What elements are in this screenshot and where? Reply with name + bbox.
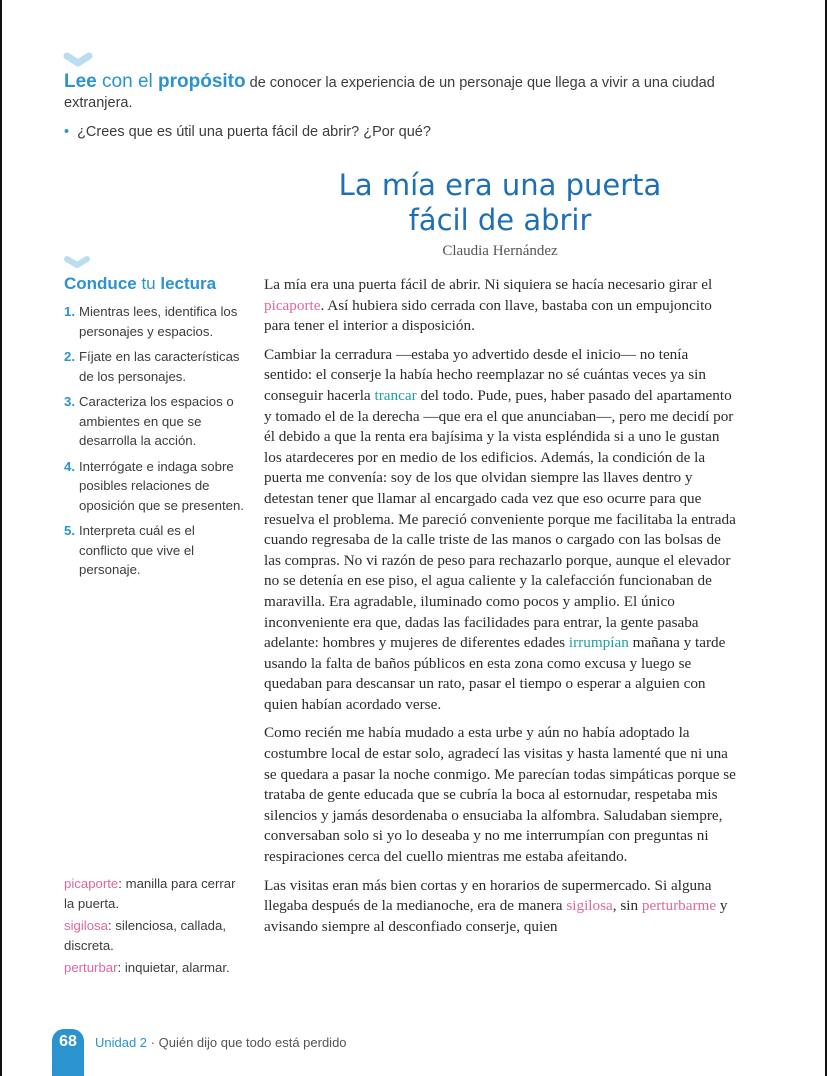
reading-step — [64, 521, 244, 580]
glossary-term: perturbar — [64, 960, 118, 975]
glossary-term: sigilosa — [64, 918, 108, 933]
story-title — [300, 168, 700, 238]
step-number: 1. — [64, 304, 75, 319]
page-border-left — [0, 0, 2, 1076]
conduce-heading — [64, 274, 216, 294]
step-number: 3. — [64, 394, 75, 409]
conduce-heading-b: tu — [136, 274, 161, 293]
text-span: La mía era una puerta fácil de abrir. Ni siquiera se hacía necesario girar el — [264, 276, 713, 293]
highlight-term-irrumpian: irrumpían — [568, 634, 629, 652]
step-text: Mientras lees, identifica los personajes y espacios. — [79, 304, 238, 339]
chevron-down-icon — [63, 52, 93, 68]
reading-purpose — [64, 72, 724, 113]
glossary-term-perturbarme: perturbarme — [641, 897, 717, 915]
highlight-term-trancar: trancar — [374, 386, 417, 404]
story-title-line-1: La mía era una puerta — [338, 168, 662, 202]
footer-running-head — [95, 1035, 347, 1050]
glossary-entry — [64, 958, 244, 978]
glossary-definition: : manilla para cerrar la puerta. — [64, 876, 236, 911]
footer-separator: · — [147, 1035, 159, 1050]
step-text: Fíjate en las características de los personajes. — [79, 349, 240, 384]
glossary — [64, 874, 244, 981]
pre-reading-question — [64, 124, 431, 140]
bullet-icon: • — [64, 124, 70, 140]
text-span: del todo. Pude, pues, haber pasado del apartamento y tomado el de la derecha —que era el que anunciaban—, pero me decidí por él debido a que la renta era bajísima y la vista espléndida si a uno le gustan los atardeceres por en medio de los edificios. Además, la condición de la puerta me convenía: soy de los que olvidan siempre las llaves dentro y detestan tener que llamar al encargado cada vez que eso ocurre para que resuelva el problema. Me pareció conveniente porque me facilitaba la entrada cuando regresaba de la calle triste de las manos o cargado con las bolsas de las compras. No vi razón de peso para rechazarlo porque, aunque el elevador no se detenía en ese piso, el agua caliente y la calefacción funcionaban de maravilla. Era agradable, iluminado como pocos y amplio. El único inconveniente era que, dadas las facilidades para entrar, la gente pasaba adelante: hombres y mujeres de diferentes edades — [264, 386, 736, 652]
reading-step — [64, 302, 244, 341]
chevron-down-icon — [63, 256, 91, 270]
purpose-text: de conocer la experiencia de un personaje que llega a vivir a una ciudad extranjera. — [64, 75, 715, 111]
text-span: . Así hubiera sido cerrada con llave, bastaba con un empujoncito para tener el interior a disposición. — [264, 296, 712, 335]
glossary-term-sigilosa: sigilosa — [566, 897, 613, 915]
story-paragraph — [264, 345, 736, 716]
glossary-term: picaporte — [64, 876, 119, 891]
text-span: mañana y tarde usando la falta de baños públicos en esta zona como excusa y luego se quedaban para descansar un rato, pasar el tiempo o esperar a alguien con quien habían acordado verse. — [264, 634, 726, 713]
text-span: , sin — [612, 897, 642, 915]
reading-step — [64, 392, 244, 451]
purpose-proposito: propósito — [158, 71, 246, 92]
step-text: Interpreta cuál es el conflicto que vive el personaje. — [79, 523, 195, 577]
story-body — [264, 275, 736, 945]
story-paragraph — [264, 876, 736, 938]
step-number: 5. — [64, 523, 75, 538]
glossary-entry — [64, 874, 244, 913]
text-span: Las visitas eran más bien cortas y en horarios de supermercado. Si alguna llegaba después de la medianoche, era de manera — [264, 876, 712, 915]
purpose-lee: Lee — [64, 71, 97, 92]
footer-unit-title: Quién dijo que todo está perdido — [158, 1035, 347, 1050]
reading-steps-list — [64, 302, 244, 586]
conduce-heading-a: Conduce — [64, 274, 137, 293]
step-text: Interrógate e indaga sobre posibles relaciones de oposición que se presenten. — [79, 458, 244, 513]
conduce-heading-c: lectura — [160, 274, 217, 293]
glossary-entry — [64, 916, 244, 955]
reading-step — [64, 347, 244, 386]
story-title-line-2: fácil de abrir — [408, 203, 592, 237]
step-number: 4. — [64, 458, 75, 474]
glossary-definition: : inquietar, alarmar. — [117, 960, 230, 975]
footer-unit: Unidad 2 — [95, 1035, 148, 1050]
purpose-con-el: con el — [96, 71, 159, 92]
story-paragraph — [264, 275, 736, 337]
text-span: y avisando siempre al desconfiado conserje, quien — [264, 897, 728, 935]
question-text: ¿Crees que es útil una puerta fácil de abrir? ¿Por qué? — [77, 124, 431, 140]
glossary-definition: : silenciosa, callada, discreta. — [64, 918, 227, 953]
story-author: Claudia Hernández — [442, 243, 558, 259]
page-number-tab: 68 — [52, 1029, 84, 1076]
step-number: 2. — [64, 349, 75, 364]
step-text: Caracteriza los espacios o ambientes en que se desarrolla la acción. — [79, 394, 234, 448]
story-paragraph: Como recién me había mudado a esta urbe y aún no había adoptado la costumbre local de estar solo, agradecí las visitas y hasta lamenté que ni una se quedara a pasar la noche conmigo. Me parecían todas simpáticas porque se trataba de gente educada que se cubría la boca al estornudar, respetaba mis silencios y jamás desordenaba o ensuciaba la alfombra. Saludaban siempre, conversaban solo si yo lo deseaba y no me interrumpían con preguntas ni respiraciones cerca del cuello mientras me estaba afeitando. — [264, 724, 736, 866]
glossary-term-picaporte: picaporte — [264, 296, 321, 314]
text-span: Cambiar la cerradura —estaba yo advertido desde el inicio— no tenía sentido: el conserje la había hecho reemplazar no sé cuántas veces ya sin conseguir hacerla — [264, 345, 706, 404]
reading-step — [64, 457, 244, 516]
